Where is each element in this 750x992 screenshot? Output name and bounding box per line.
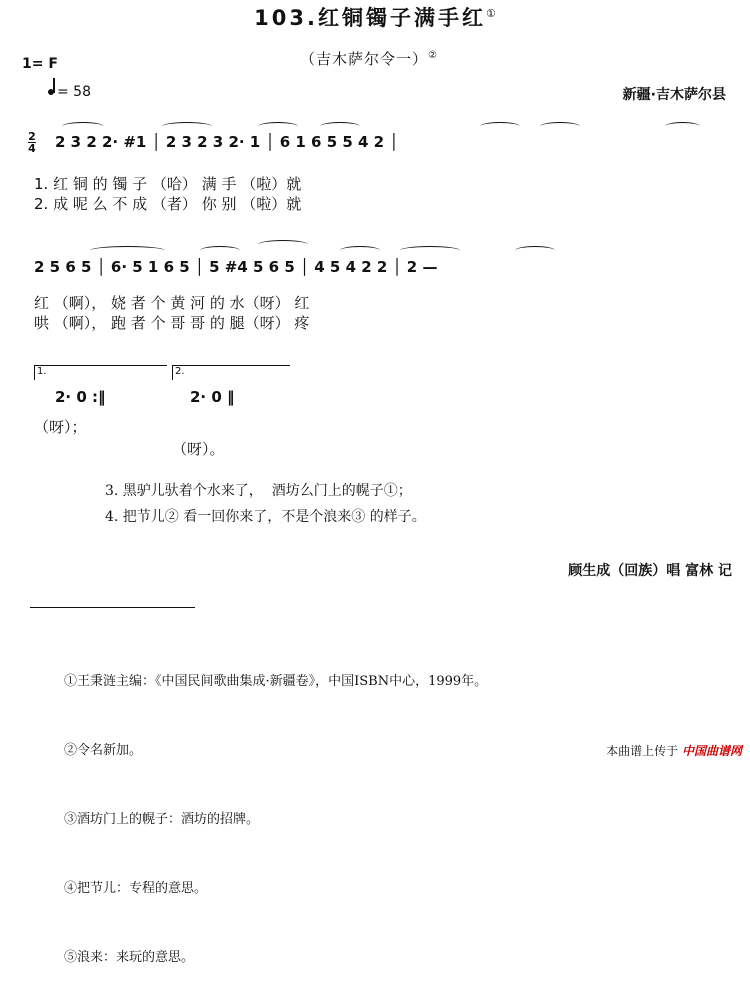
footnote-5: ⑤浪来：来玩的意思。 bbox=[64, 950, 195, 965]
score-line-2: 2 5 6 5 │ 6· 5 1 6 5 │ 5 #4 5 6 5 │ 4 5 4 2 2 │ 2 — bbox=[34, 258, 438, 276]
footnote-divider bbox=[30, 607, 195, 608]
first-ending-notes: 2· 0 :‖ bbox=[55, 388, 106, 406]
verse-3: 3. 黑驴儿驮着个水来了， 酒坊么门上的幌子①； bbox=[105, 483, 412, 499]
second-ending-bracket: 2. bbox=[172, 365, 290, 380]
key-signature: 1= F bbox=[22, 56, 58, 72]
footnotes bbox=[64, 624, 487, 992]
second-ending-lyric: （呀）。 bbox=[172, 440, 225, 458]
lyric-verse-2: 2. 成 呢 么 不 成 （者） 你 别 （啦）就 bbox=[34, 195, 302, 213]
additional-verses bbox=[105, 478, 426, 530]
lyric-verse-1: 1. 红 铜 的 镯 子 （哈） 满 手 （啦）就 bbox=[34, 175, 302, 193]
footnote-4: ④把节儿：专程的意思。 bbox=[64, 881, 208, 896]
site-logo: 中国曲谱网 bbox=[681, 744, 742, 758]
song-origin: 新疆·吉木萨尔县 bbox=[622, 87, 726, 103]
performer-credit: 顾生成（回族）唱 富林 记 bbox=[568, 563, 732, 579]
first-ending-lyric: （呀）； bbox=[34, 418, 87, 436]
lyric-verse-2-line-2: 哄 （啊）， 跑 者 个 哥 哥 的 腿（呀） 疼 bbox=[34, 314, 310, 332]
footnote-3: ③酒坊门上的幌子：酒坊的招牌。 bbox=[64, 812, 260, 827]
upload-credit[interactable]: 本曲谱上传于 中国曲谱网 bbox=[606, 744, 742, 758]
time-signature: 2 4 bbox=[28, 130, 36, 155]
lyric-verse-1-line-2: 红 （啊）， 娆 者 个 黄 河 的 水（呀） 红 bbox=[34, 294, 310, 312]
verse-4: 4. 把节儿② 看一回你来了，不是个浪来③ 的样子。 bbox=[105, 509, 426, 525]
first-ending-bracket: 1. bbox=[34, 365, 167, 380]
tempo-marking: = 58 bbox=[48, 84, 91, 100]
footnote-2: ②令名新加。 bbox=[64, 743, 143, 758]
second-ending-notes: 2· 0 ‖ bbox=[190, 388, 235, 406]
song-subtitle: （吉木萨尔令一）② bbox=[300, 50, 438, 68]
footnote-1: ①王秉涟主编：《中国民间歌曲集成·新疆卷》，中国ISBN中心，1999年。 bbox=[64, 674, 488, 689]
quarter-note-icon bbox=[48, 89, 54, 95]
song-title: 103.红铜镯子满手红① bbox=[254, 6, 496, 30]
score-line-1: 2 3 2 2· #1 │ 2 3 2 3 2· 1 │ 6 1 6 5 5 4 2 │ bbox=[55, 133, 399, 151]
